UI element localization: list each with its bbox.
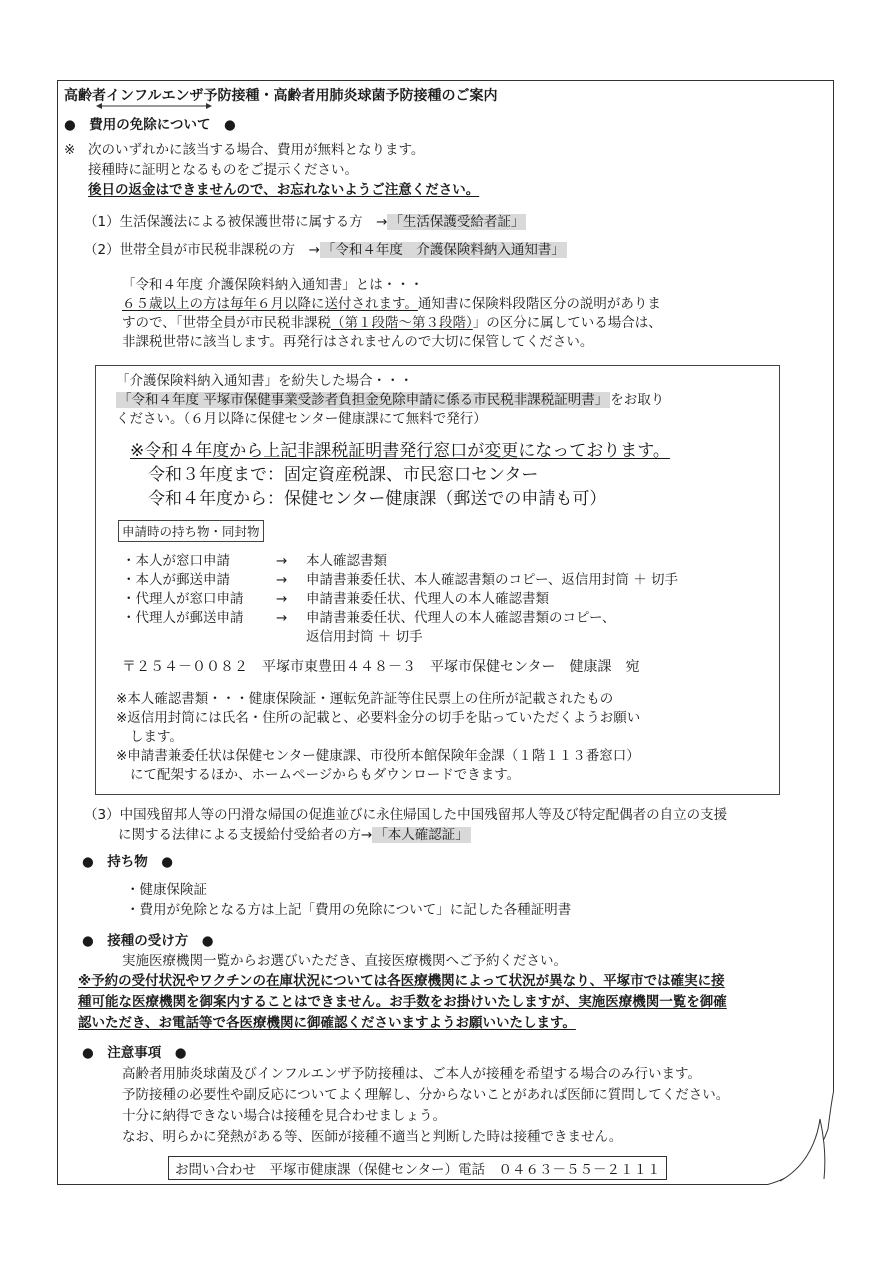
explain-line-3a: すので、「世帯全員が市民税非課税 (122, 315, 331, 331)
arrow-icon: → (276, 591, 288, 607)
arrow-icon: → (276, 572, 288, 588)
box-line-2 (116, 391, 664, 409)
caution-line-2: 予防接種の必要性や副反応についてよく理解し、分からないことがあれば医師に質問してください。 (122, 1087, 730, 1103)
mailing-address: 〒２５４－００８２ 平塚市東豊田４４８－３ 平塚市保健センター 健康課 宛 (122, 659, 640, 675)
item-3-proof: 「本人確認証」 (374, 827, 469, 843)
page-curl-decoration (766, 1089, 834, 1185)
note-mark: ※ (64, 142, 76, 158)
fee-line-2: 接種時に証明となるものをご提示ください。 (88, 162, 358, 178)
window-until-r3: 令和３年度まで：固定資産税課、市民窓口センター (148, 465, 539, 485)
box-line-1: 「介護保険料納入通知書」を紛失した場合・・・ (116, 373, 413, 389)
items-label-wrap (118, 520, 264, 542)
arrow-icon: → (276, 610, 288, 626)
window-from-r4: 令和４年度から：保健センター健康課（郵送での申請も可） (148, 489, 607, 509)
caution-line-4: なお、明らかに発熱がある等、医師が接種不適当と判断した時は接種できません。 (122, 1129, 623, 1145)
box-note-3b: にて配架するほか、ホームページからもダウンロードできます。 (130, 767, 521, 783)
explain-line-2b: 通知書に保険料段階区分の説明がありま (417, 296, 661, 312)
fee-heading: ● 費用の免除について ● (64, 117, 236, 133)
explain-line-4: 非課税世帯に該当します。再発行はされませんので大切に保管してください。 (122, 334, 594, 350)
items-row-4: ・代理人が郵送申請 → 申請書兼委任状、代理人の本人確認書類のコピー、 (122, 610, 616, 626)
lost-notice-box (95, 365, 780, 795)
bring-heading: ● 持ち物 ● (82, 854, 174, 870)
certificate-name: 「令和４年度 平塚市保健事業受診者負担金免除申請に係る市民税非課税証明書」 (118, 392, 609, 408)
how-warning-2: 種可能な医療機関を御案内することはできません。お手数をお掛けいたしますが、実施医療機関一覧を御確 (78, 994, 727, 1010)
exemption-item-3-line-2: に関する法律による支援給付受給者の方→ 「本人確認証」 (118, 827, 469, 843)
arrow-icon: → (276, 553, 288, 569)
box-line-2b: をお取り (610, 392, 665, 408)
caution-line-1: 高齢者用肺炎球菌及びインフルエンザ予防接種は、ご本人が接種を希望する場合のみ行います。 (122, 1066, 701, 1082)
explain-line-3b: （第１段階～第３段階） (330, 315, 473, 331)
explain-line-2a: ６５歳以上の方は毎年６月以降に送付されます。 (122, 296, 418, 312)
bring-item-2: ・費用が免除となる方は上記「費用の免除について」に記した各種証明書 (126, 902, 572, 918)
how-warning-3: 認いただき、お電話等で各医療機関に御確認くださいますようお願いいたします。 (78, 1015, 576, 1031)
box-note-3a: ※申請書兼委任状は保健センター健康課、市役所本館保険年金課（１階１１３番窓口） (116, 748, 640, 764)
box-note-2b: します。 (130, 729, 183, 745)
exemption-item-1 (84, 213, 526, 231)
items-row-2: ・本人が郵送申請 → 申請書兼委任状、本人確認書類のコピー、返信用封筒 ＋ 切手 (122, 572, 679, 588)
how-heading: ● 接種の受け方 ● (82, 933, 214, 949)
box-note-2a: ※返信用封筒には氏名・住所の記載と、必要料金分の切手を貼っていただくようお願い (116, 710, 641, 726)
item-2-proof: 「令和４年度 介護保険料納入通知書」 (321, 242, 565, 258)
items-row-1: ・本人が窓口申請 → 本人確認書類 (122, 553, 387, 569)
item-1-proof: 「生活保護受給者証」 (389, 214, 525, 230)
item-1-text: （1）生活保護法による被保護世帯に属する方 → (84, 214, 388, 230)
exemption-item-2 (84, 241, 567, 259)
double-arrow-decoration (96, 102, 212, 110)
contact-box: お問い合わせ 平塚市健康課（保健センター）電話 ０４６３－５５－２１１１ (168, 1156, 667, 1180)
fee-line-3-refund-warning: 後日の返金はできませんので、お忘れないようご注意ください。 (88, 182, 480, 198)
bring-item-1: ・健康保険証 (126, 882, 207, 898)
explain-line-3 (122, 314, 662, 332)
caution-line-3: 十分に納得できない場合は接種を見合わせましょう。 (122, 1108, 446, 1124)
box-note-1: ※本人確認書類・・・健康保険証・運転免許証等住民票上の住所が記載されたもの (116, 691, 614, 707)
window-change-notice: ※令和４年度から上記非課税証明書発行窓口が変更になっております。 (130, 441, 670, 461)
how-line-1: 実施医療機関一覧からお選びいただき、直接医療機関へご予約ください。 (122, 953, 567, 969)
document-page (57, 80, 834, 1185)
items-label: 申請時の持ち物・同封物 (118, 520, 264, 542)
exemption-item-3-line-1: （3）中国残留邦人等の円滑な帰国の促進並びに永住帰国した中国残留邦人等及び特定配偶者の自立の支援 (84, 807, 728, 823)
items-row-3: ・代理人が窓口申請 → 申請書兼委任状、代理人の本人確認書類 (122, 591, 549, 607)
item-2-text: （2）世帯全員が市民税非課税の方 → (84, 242, 320, 258)
how-warning-1: ※予約の受付状況やワクチンの在庫状況については各医療機関によって状況が異なり、平塚市では確実に接 (78, 973, 725, 989)
caution-heading: ● 注意事項 ● (82, 1045, 187, 1061)
box-line-3: ください。（６月以降に保健センター健康課にて無料で発行） (116, 411, 487, 427)
explain-line-3c: 」の区分に属している場合は、 (472, 315, 662, 331)
explain-line-1: 「令和４年度 介護保険料納入通知書」とは・・・ (122, 277, 424, 293)
explain-line-2 (122, 295, 661, 313)
items-row-4-cont: 返信用封筒 ＋ 切手 (306, 629, 423, 645)
fee-line-1: 次のいずれかに該当する場合、費用が無料となります。 (88, 142, 425, 158)
document-title: 高齢者インフルエンザ予防接種・高齢者用肺炎球菌予防接種のご案内 (64, 88, 498, 104)
